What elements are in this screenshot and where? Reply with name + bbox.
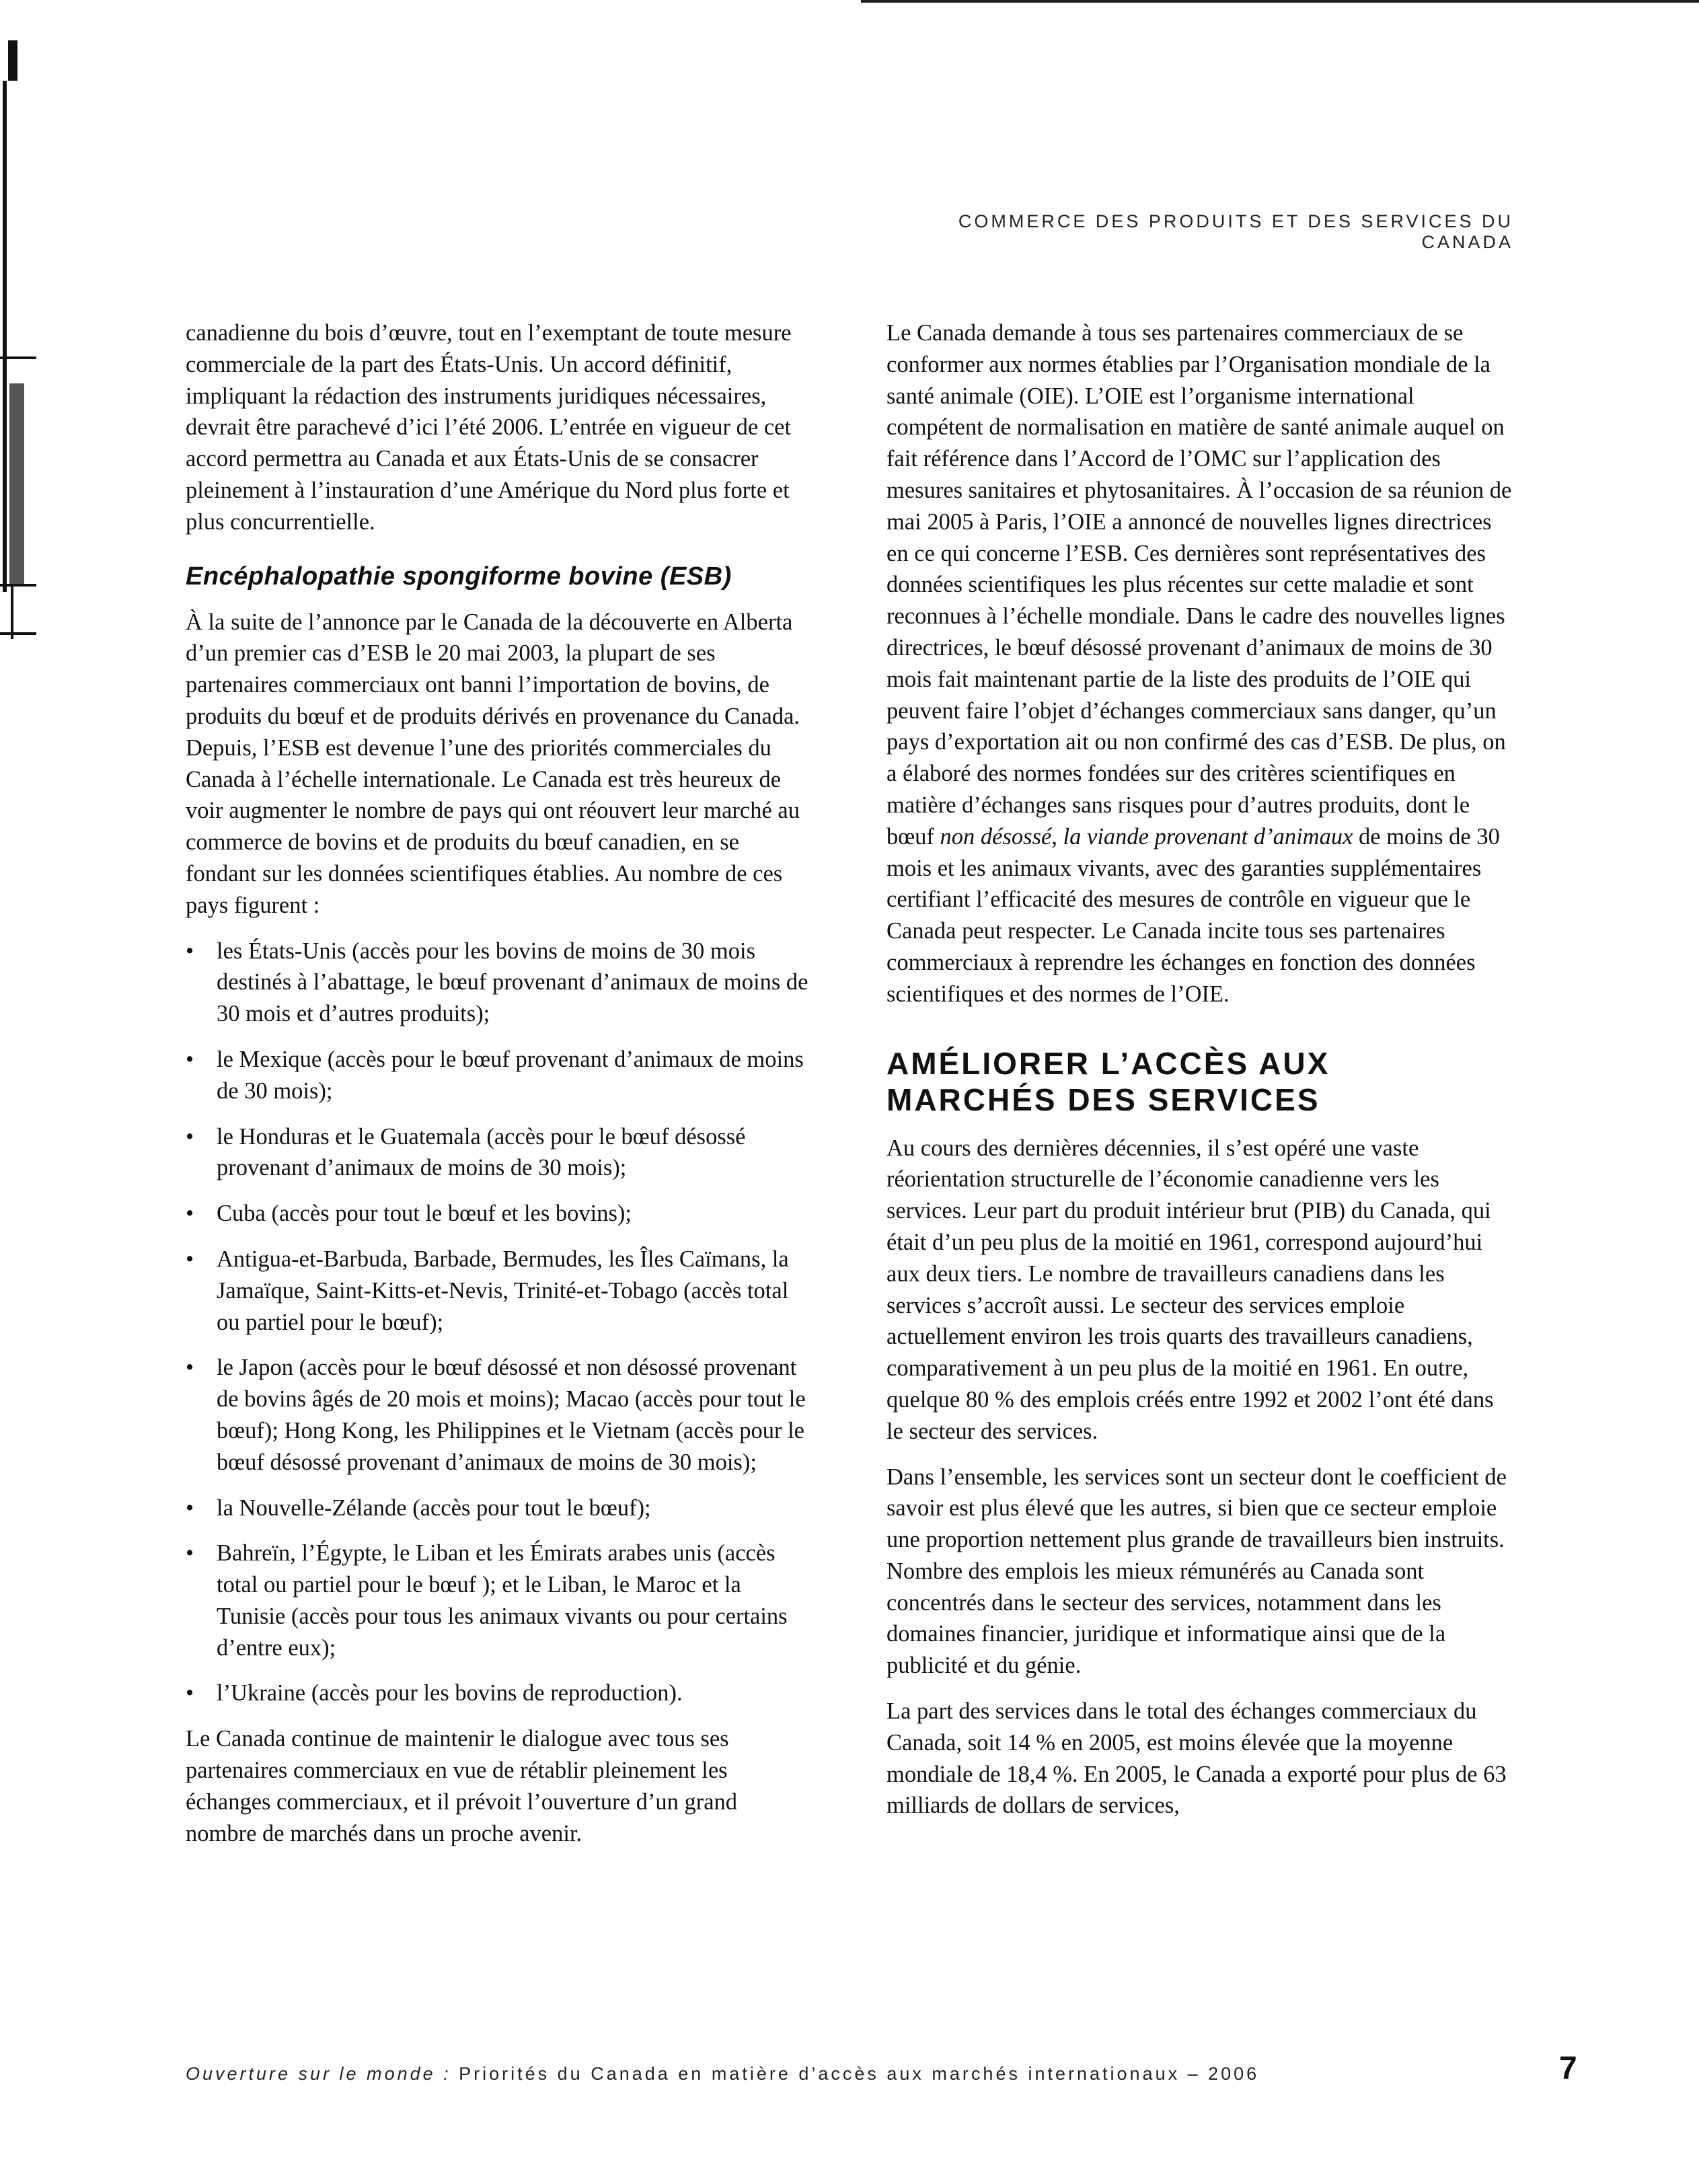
list-item-text: l’Ukraine (accès pour les bovins de reproduction). — [217, 1680, 683, 1706]
oie-text-part2: de moins de 30 mois et les animaux vivants, avec des garanties supplémentaires certifiant l’efficacité des mesures de contrôle en vigueur que le Canada peut respecter. Le Canada incite tous ses partenaires commerciaux à reprendre les échanges en fonction des données scientifiques et des normes de l’OIE. — [886, 823, 1500, 1007]
bullet: • — [186, 1495, 194, 1521]
top-rule — [861, 0, 1699, 3]
bullet: • — [186, 1123, 194, 1150]
bullet: • — [186, 1355, 194, 1381]
footer-publication-title: Ouverture sur le monde : — [186, 2064, 451, 2084]
bullet: • — [186, 1201, 194, 1227]
scan-margin-mark — [0, 356, 36, 359]
list-item-text: la Nouvelle-Zélande (accès pour tout le bœuf); — [217, 1495, 651, 1521]
list-item — [186, 1198, 811, 1230]
scan-margin-mark — [8, 40, 17, 81]
list-item-text: Antigua-et-Barbuda, Barbade, Bermudes, les Îles Caïmans, la Jamaïque, Saint-Kitts-et-Nevis, Trinité-et-Tobago (accès total ou partiel pour le bœuf); — [217, 1246, 789, 1335]
scan-margin-mark — [3, 81, 7, 592]
list-item — [186, 1044, 811, 1107]
list-item-text: le Mexique (accès pour le bœuf provenant d’animaux de moins de 30 mois); — [217, 1046, 804, 1104]
list-item — [186, 1493, 811, 1524]
services-heading-line2: MARCHÉS DES SERVICES — [886, 1082, 1320, 1117]
footer-subtitle: Priorités du Canada en matière d’accès aux marchés internationaux – 2006 — [451, 2064, 1260, 2084]
scan-margin-mark — [9, 383, 24, 585]
bullet: • — [186, 1680, 194, 1706]
list-item-text: les États-Unis (accès pour les bovins de moins de 30 mois destinés à l’abattage, le bœuf provenant d’animaux de moins de 30 mois et d’autres produits); — [217, 938, 808, 1027]
scan-margin-mark — [0, 632, 36, 635]
left-column — [186, 317, 811, 1863]
list-item-text: le Honduras et le Guatemala (accès pour le bœuf désossé provenant d’animaux de moins de 30 mois); — [217, 1123, 746, 1181]
closing-paragraph: Le Canada continue de maintenir le dialogue avec tous ses partenaires commerciaux en vue de rétablir pleinement les échanges commerciaux, et il prévoit l’ouverture d’un grand nombre de marchés dans un proche avenir. — [186, 1726, 738, 1846]
services-heading — [886, 1045, 1512, 1118]
scan-margin-mark — [11, 585, 13, 639]
bullet: • — [186, 1540, 194, 1567]
services-paragraph: Au cours des dernières décennies, il s’est opéré une vaste réorientation structurelle de l’économie canadienne vers les services. Leur part du produit intérieur brut (PIB) du Canada, qui était d’un peu plus de la moitié en 1961, correspond aujourd’hui aux deux tiers. Le nombre de travailleurs canadiens dans les services s’accroît aussi. Le secteur des services emploie actuellement environ les trois quarts des travailleurs canadiens, comparativement à un peu plus de la moitié en 1961. En outre, quelque 80 % des emplois créés entre 1992 et 2002 l’ont été dans le secteur des services. — [886, 1135, 1494, 1444]
services-heading-line1: AMÉLIORER L’ACCÈS AUX — [886, 1045, 1330, 1081]
running-header: COMMERCE DES PRODUITS ET DES SERVICES DU CANADA — [958, 211, 1513, 252]
list-item — [186, 1352, 811, 1478]
list-item — [186, 936, 811, 1030]
list-item — [186, 1121, 811, 1184]
list-item-text: Cuba (accès pour tout le bœuf et les bovins); — [217, 1201, 632, 1227]
services-paragraph: La part des services dans le total des échanges commerciaux du Canada, soit 14 % en 2005, est moins élevée que la moyenne mondiale de 18,4 %. En 2005, le Canada a exporté pour plus de 63 milliards de dollars de services, — [886, 1698, 1507, 1819]
esb-heading: Encéphalopathie spongiforme bovine (ESB) — [186, 562, 732, 591]
countries-list — [186, 936, 811, 1710]
page-number: 7 — [1559, 2051, 1577, 2086]
oie-text-part1: Le Canada demande à tous ses partenaires commerciaux de se conformer aux normes établies par l’Organisation mondiale de la santé animale (OIE). L’OIE est l’organisme international compétent de normalisation en matière de santé animale auquel on fait référence dans l’Accord de l’OMC sur l’application des mesures sanitaires et phytosanitaires. À l’occasion de sa réunion de mai 2005 à Paris, l’OIE a annoncé de nouvelles lignes directrices en ce qui concerne l’ESB. Ces dernières sont représentatives des données scientifiques les plus récentes sur cette maladie et sont reconnues à l’échelle mondiale. Dans le cadre des nouvelles lignes directrices, le bœuf désossé provenant d’animaux de moins de 30 mois fait maintenant partie de la liste des produits de l’OIE qui peuvent faire l’objet d’échanges commerciaux sans danger, qu’un pays d’exportation ait ou non confirmé des cas d’ESB. De plus, on a élaboré des normes fondées sur des critères scientifiques en matière d’échanges sans risques pour d’autres produits, dont le bœuf — [886, 320, 1512, 850]
oie-text-italic: non désossé, la viande provenant d’animaux — [940, 823, 1353, 850]
bullet: • — [186, 938, 194, 964]
list-item — [186, 1538, 811, 1663]
right-column — [886, 317, 1512, 1836]
list-item — [186, 1244, 811, 1338]
oie-paragraph — [886, 317, 1512, 1010]
list-item-text: Bahreïn, l’Égypte, le Liban et les Émirats arabes unis (accès total ou partiel pour le bœuf ); et le Liban, le Maroc et la Tunisie (accès pour tous les animaux vivants ou pour certains d’entre eux); — [217, 1540, 788, 1661]
intro-paragraph: canadienne du bois d’œuvre, tout en l’exemptant de toute mesure commerciale de la part des États-Unis. Un accord définitif, impliquant la rédaction des instruments juridiques nécessaires, devrait être parachevé d’ici l’été 2006. L’entrée en vigueur de cet accord permettra au Canada et aux États-Unis de se consacrer pleinement à l’instauration d’une Amérique du Nord plus forte et plus concurrentielle. — [186, 320, 792, 535]
esb-paragraph: À la suite de l’annonce par le Canada de la découverte en Alberta d’un premier cas d’ESB le 20 mai 2003, la plupart de ses partenaires commerciaux ont banni l’importation de bovins, de produits du bœuf et de produits dérivés en provenance du Canada. Depuis, l’ESB est devenue l’une des priorités commerciales du Canada à l’échelle internationale. Le Canada est très heureux de voir augmenter le nombre de pays qui ont réouvert leur marché au commerce de bovins et de produits du bœuf canadien, en se fondant sur les données scientifiques établies. Au nombre de ces pays figurent : — [186, 609, 800, 918]
page-footer — [186, 2064, 1504, 2084]
list-item-text: le Japon (accès pour le bœuf désossé et non désossé provenant de bovins âgés de 20 mois et moins); Macao (accès pour tout le bœuf); Hong Kong, les Philippines et le Vietnam (accès pour le bœuf désossé provenant d’animaux de moins de 30 mois); — [217, 1355, 806, 1475]
list-item — [186, 1678, 811, 1709]
services-paragraph: Dans l’ensemble, les services sont un secteur dont le coefficient de savoir est plus élevé que les autres, si bien que ce secteur emploie une proportion nettement plus grande de travailleurs bien instruits. Nombre des emplois les mieux rémunérés au Canada sont concentrés dans le secteur des services, notamment dans les domaines financier, juridique et informatique ainsi que de la publicité et du génie. — [886, 1464, 1507, 1679]
scan-margin-mark — [0, 584, 36, 587]
bullet: • — [186, 1046, 194, 1072]
bullet: • — [186, 1246, 194, 1272]
